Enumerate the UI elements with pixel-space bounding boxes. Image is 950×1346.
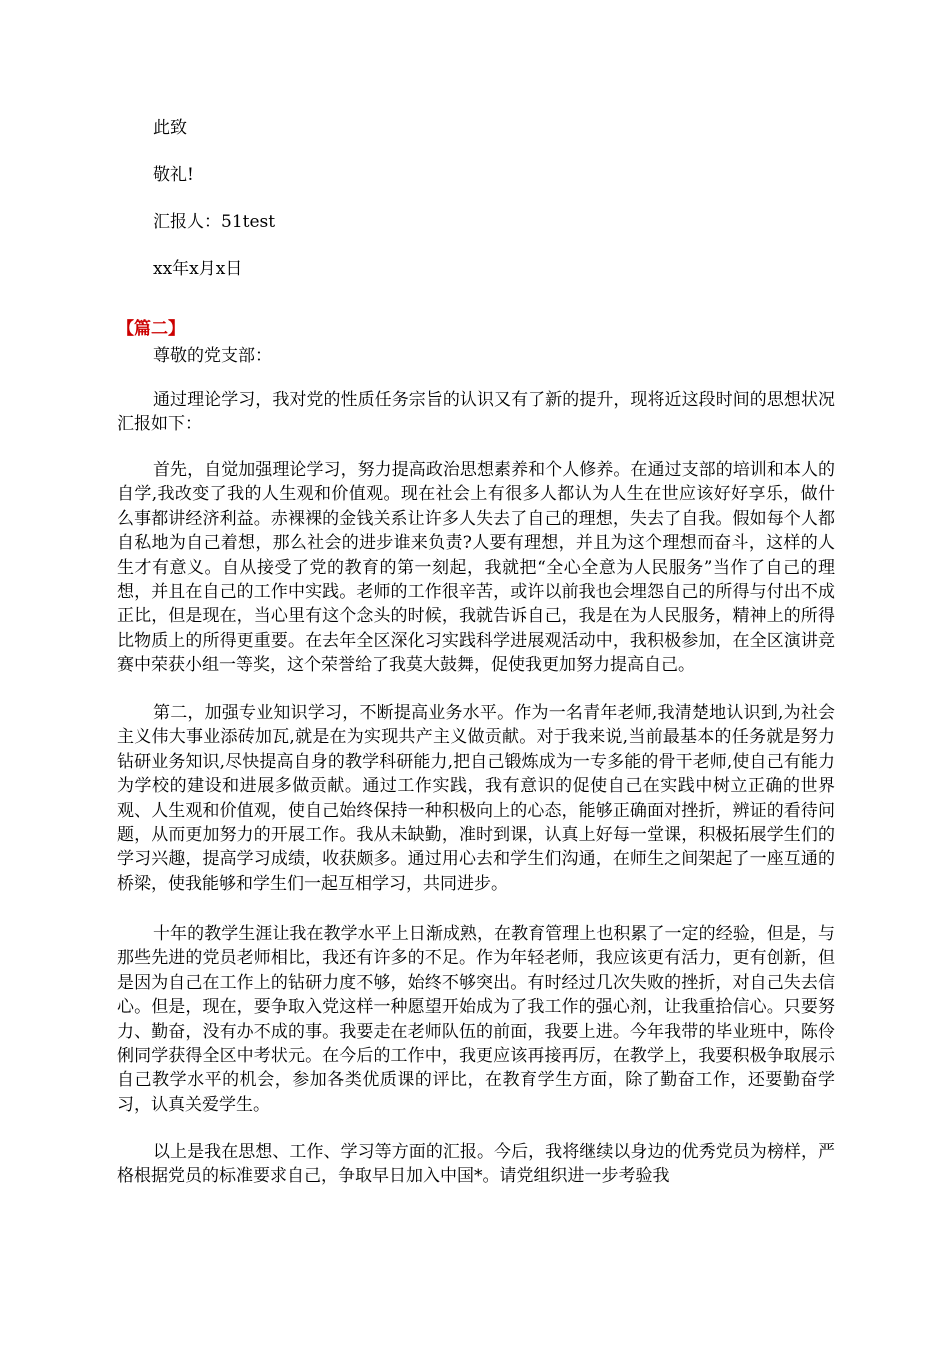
- paragraph-third: 十年的教学生涯让我在教学水平上日渐成熟，在教育管理上也积累了一定的经验，但是，与那些先进的党员老师相比，我还有许多的不足。作为年轻老师，我应该更有活力，更有创新，但是因为自己在工作上的钻研力度不够，始终不够突出。有时经过几次失败的挫折，对自己失去信心。但是，现在，要争取入党这样一种愿望开始成为了我工作的强心剂，让我重拾信心。只要努力、勤奋，没有办不成的事。我要走在老师队伍的前面，我要上进。今年我带的毕业班中，陈伶俐同学获得全区中考状元。在今后的工作中，我更应该再接再厉，在教学上，我要积极争取展示自己教学水平的机会，参加各类优质课的评比，在教育学生方面，除了勤奋工作，还要勤奋学习，认真关爱学生。: [117, 924, 835, 1115]
- paragraph-intro: 通过理论学习，我对党的性质任务宗旨的认识又有了新的提升，现将近这段时间的思想状况汇报如下：: [117, 390, 835, 435]
- paragraph-second: 第二，加强专业知识学习，不断提高业务水平。作为一名青年老师,我清楚地认识到,为社会主义伟大事业添砖加瓦,就是在为实现共产主义做贡献。对于我来说,当前最基本的任务就是努力钻研业务知识,尽快提高自身的教学科研能力,把自己锻炼成为一专多能的骨干老师,使自己有能力为学校的建设和进展多做贡献。通过工作实践，我有意识的促使自己在实践中树立正确的世界观、人生观和价值观，使自己始终保持一种积极向上的心态，能够正确面对挫折，辨证的看待问题，从而更加努力的开展工作。我从未缺勤，准时到课，认真上好每一堂课，积极拓展学生们的学习兴趣，提高学习成绩，收获颇多。通过用心去和学生们沟通，在师生之间架起了一座互通的桥梁，使我能够和学生们一起互相学习，共同进步。: [117, 703, 835, 894]
- paragraph-conclusion: 以上是我在思想、工作、学习等方面的汇报。今后，我将继续以身边的优秀党员为榜样，严格根据党员的标准要求自己，争取早日加入中国*。请党组织进一步考验我: [117, 1142, 835, 1187]
- closing-ci-zhi: 此致: [153, 118, 187, 138]
- date-line: xx年x月x日: [153, 259, 243, 279]
- salutation: 尊敬的党支部：: [153, 346, 272, 366]
- section-heading: 【篇二】: [117, 319, 185, 339]
- reporter-line: 汇报人：51test: [153, 212, 276, 232]
- closing-jing-li: 敬礼!: [153, 165, 194, 185]
- paragraph-first: 首先，自觉加强理论学习，努力提高政治思想素养和个人修养。在通过支部的培训和本人的自学,我改变了我的人生观和价值观。现在社会上有很多人都认为人生在世应该好好享乐，做什么事都讲经济利益。赤裸裸的金钱关系让许多人失去了自己的理想，失去了自我。假如每个人都自私地为自己着想，那么社会的进步谁来负责?人要有理想，并且为这个理想而奋斗，这样的人生才有意义。自从接受了党的教育的第一刻起，我就把“全心全意为人民服务”当作了自己的理想，并且在自己的工作中实践。老师的工作很辛苦，或许以前我也会埋怨自己的所得与付出不成正比，但是现在，当心里有这个念头的时候，我就告诉自己，我是在为人民服务，精神上的所得比物质上的所得更重要。在去年全区深化习实践科学进展观活动中，我积极参加，在全区演讲竞赛中荣获小组一等奖，这个荣誉给了我莫大鼓舞，促使我更加努力提高自己。: [117, 460, 835, 676]
